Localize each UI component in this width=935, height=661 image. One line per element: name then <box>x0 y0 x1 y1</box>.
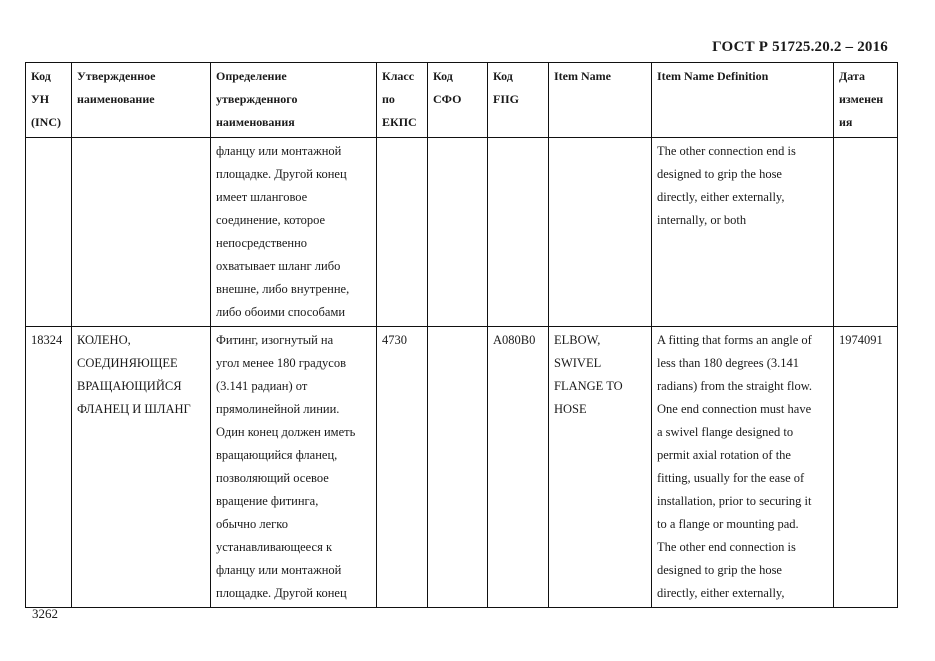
cell-line: FLANGE TO <box>554 379 623 393</box>
cell-item-name <box>549 327 652 608</box>
cell-line: КОЛЕНО, <box>77 333 131 347</box>
cell-line: directly, either externally, <box>657 586 785 600</box>
cell-line: позволяющий осевое <box>216 471 329 485</box>
cell-line: наименования <box>216 115 295 129</box>
cell-line: installation, prior to securing it <box>657 494 812 508</box>
cell-line: Дата <box>839 69 865 83</box>
cell-line: less than 180 degrees (3.141 <box>657 356 799 370</box>
cell-line: соединение, которое <box>216 213 326 227</box>
cell-line: фланцу или монтажной <box>216 144 342 158</box>
cell-line: Определение <box>216 69 287 83</box>
cell-line: Код <box>31 69 51 83</box>
cell-line: ELBOW, <box>554 333 601 347</box>
cell-line: directly, either externally, <box>657 190 785 204</box>
cell-line: площадке. Другой конец <box>216 586 347 600</box>
col-header-sfo <box>428 63 488 138</box>
cell-line: утвержденного <box>216 92 298 106</box>
cell-line: (3.141 радиан) от <box>216 379 308 393</box>
cell-line: radians) from the straight flow. <box>657 379 813 393</box>
col-header-fiig <box>488 63 549 138</box>
cell-inc: 18324 <box>26 327 72 608</box>
cell-line: One end connection must have <box>657 402 812 416</box>
cell-line: либо обоими способами <box>216 305 346 319</box>
table-row <box>26 327 898 608</box>
cell-line: обычно легко <box>216 517 288 531</box>
cell-line: The other connection end is <box>657 144 796 158</box>
cell-fiig <box>488 138 549 327</box>
cell-name <box>72 327 211 608</box>
table-row <box>26 138 898 327</box>
cell-name <box>72 138 211 327</box>
cell-line: ия <box>839 115 853 129</box>
cell-line: A fitting that forms an angle of <box>657 333 812 347</box>
cell-line: Фитинг, изогнутый на <box>216 333 334 347</box>
cell-line: permit axial rotation of the <box>657 448 791 462</box>
cell-line: Один конец должен иметь <box>216 425 356 439</box>
cell-definition <box>211 138 377 327</box>
page-number: 3262 <box>32 606 58 621</box>
cell-line: The other end connection is <box>657 540 796 554</box>
col-header-item-definition <box>652 63 834 138</box>
cell-line: угол менее 180 градусов <box>216 356 346 370</box>
cell-line: ВРАЩАЮЩИЙСЯ <box>77 379 182 393</box>
cell-line: внешне, либо внутренне, <box>216 282 350 296</box>
cell-line: Item Name <box>554 69 611 83</box>
cell-line: охватывает шланг либо <box>216 259 341 273</box>
cell-line: Item Name Definition <box>657 69 769 83</box>
cell-line: SWIVEL <box>554 356 602 370</box>
cell-item-definition <box>652 327 834 608</box>
cell-item-name <box>549 138 652 327</box>
cell-line: УН <box>31 92 50 106</box>
col-header-item-name <box>549 63 652 138</box>
col-header-class <box>377 63 428 138</box>
cell-line: ЕКПС <box>382 115 417 129</box>
cell-line: Код <box>493 69 513 83</box>
cell-line: Код <box>433 69 453 83</box>
cell-line: прямолинейной линии. <box>216 402 340 416</box>
cell-line: (INC) <box>31 115 61 129</box>
col-header-definition <box>211 63 377 138</box>
cell-sfo <box>428 327 488 608</box>
cell-line: designed to grip the hose <box>657 563 782 577</box>
cell-line: designed to grip the hose <box>657 167 782 181</box>
cell-line: fitting, usually for the ease of <box>657 471 805 485</box>
cell-date: 1974091 <box>834 327 898 608</box>
cell-date <box>834 138 898 327</box>
cell-definition <box>211 327 377 608</box>
cell-line: устанавливающееся к <box>216 540 333 554</box>
catalog-table <box>25 62 898 608</box>
cell-inc <box>26 138 72 327</box>
cell-line: вращение фитинга, <box>216 494 319 508</box>
col-header-inc <box>26 63 72 138</box>
col-header-name <box>72 63 211 138</box>
cell-line: СОЕДИНЯЮЩЕЕ <box>77 356 178 370</box>
cell-line: Утвержденное <box>77 69 156 83</box>
cell-line: наименование <box>77 92 155 106</box>
cell-line: Класс <box>382 69 415 83</box>
document-standard-header: ГОСТ Р 51725.20.2 – 2016 <box>712 39 888 55</box>
table-header-row <box>26 63 898 138</box>
cell-line: имеет шланговое <box>216 190 308 204</box>
cell-class: 4730 <box>377 327 428 608</box>
cell-line: по <box>382 92 395 106</box>
cell-line: вращающийся фланец, <box>216 448 338 462</box>
cell-line: HOSE <box>554 402 587 416</box>
cell-line: ФЛАНЕЦ И ШЛАНГ <box>77 402 191 416</box>
cell-sfo <box>428 138 488 327</box>
cell-line: to a flange or mounting pad. <box>657 517 799 531</box>
cell-line: СФО <box>433 92 462 106</box>
cell-line: непосредственно <box>216 236 308 250</box>
cell-fiig: A080B0 <box>488 327 549 608</box>
cell-line: a swivel flange designed to <box>657 425 794 439</box>
cell-line: изменен <box>839 92 884 106</box>
cell-line: FIIG <box>493 92 520 106</box>
cell-class <box>377 138 428 327</box>
cell-line: internally, or both <box>657 213 747 227</box>
cell-item-definition <box>652 138 834 327</box>
cell-line: площадке. Другой конец <box>216 167 347 181</box>
cell-line: фланцу или монтажной <box>216 563 342 577</box>
col-header-date <box>834 63 898 138</box>
